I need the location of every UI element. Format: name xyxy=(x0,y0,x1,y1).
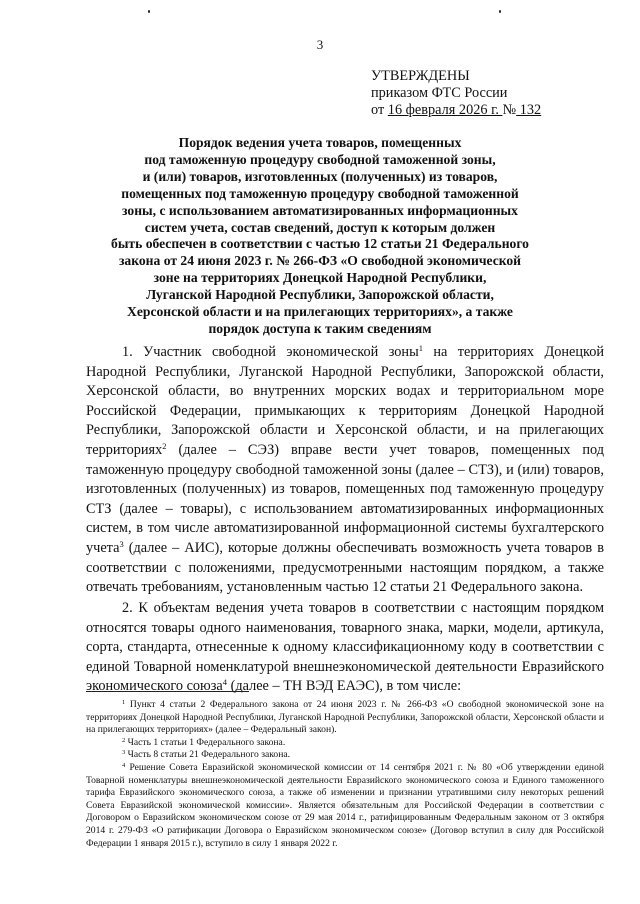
approval-block xyxy=(371,68,541,119)
footnotes xyxy=(86,699,604,850)
approval-order: приказом ФТС России xyxy=(371,85,508,101)
scan-speck xyxy=(148,10,150,13)
footnote-ref-2: 2 xyxy=(162,440,167,451)
title-line: Херсонской области и на прилегающих территориях», а также xyxy=(127,304,513,320)
footnote-text: Часть 1 статьи 1 Федерального закона. xyxy=(125,736,286,748)
paragraph-text: на территориях Донецкой Народной Республики, Луганской Народной Республики, Запорожской области, Херсонской области, во внутренних морских водах и территориальном море Российской Федерации, примыкающих к территориям Донецкой Народной Республики, Запорожской области и Херсонской области, и на прилегающих территориях xyxy=(86,344,605,458)
scan-speck xyxy=(499,10,501,13)
document-title xyxy=(90,135,550,338)
paragraph-text: (далее – АИС), которые должны обеспечивать возможность учета товаров в соответствии с положениями, предусмотренными настоящим порядком, а также отвечать требованиям, установленным частью 12 статьи 21 Федерального закона. xyxy=(86,539,604,596)
title-line: помещенных под таможенную процедуру свободной таможенной xyxy=(121,185,519,201)
paragraph-text: 2. К объектам ведения учета товаров в соответствии с настоящим порядком относятся товары одного наименования, товарного знака, марки, модели, артикула, сорта, стандарта, отнесенные к одному классификационному коду в соответствии с единой Товарной номенклатурой внешнеэкономической деятельности Евразийского экономического союза xyxy=(86,600,604,695)
paragraph-text: 1. Участник свободной экономической зоны xyxy=(122,344,419,360)
title-line: под таможенную процедуру свободной таможенной зоны, xyxy=(144,151,496,167)
paragraph-2 xyxy=(86,599,604,697)
approval-number: 132 xyxy=(516,102,542,118)
title-line: закона от 24 июня 2023 г. № 266-ФЗ «О свободной экономической xyxy=(118,253,522,269)
paragraph-1 xyxy=(86,343,604,598)
footnote-separator xyxy=(86,691,249,692)
footnote-text: Пункт 4 статьи 2 Федерального закона от 24 июня 2023 г. № 266-ФЗ «О свободной экономической зоне на территориях Донецкой Народной Республики, Луганской Народной Республики, Запорожской области, Херсонской области и на прилегающих территориях» (далее – Федеральный закон). xyxy=(86,699,604,736)
approval-prefix: от xyxy=(371,102,388,118)
title-line: порядок доступа к таким сведениям xyxy=(208,320,432,336)
title-line: быть обеспечен в соответствии с частью 12 статьи 21 Федерального xyxy=(111,236,529,252)
footnote-text: Часть 8 статьи 21 Федерального закона. xyxy=(125,749,291,761)
footnote-mark: 3 xyxy=(122,749,126,757)
footnote-3 xyxy=(86,749,604,762)
footnote-1 xyxy=(86,699,604,737)
footnote-text: Решение Совета Евразийской экономической комиссии от 14 сентября 2021 г. № 80 «Об утверждении единой Товарной номенклатуры внешнеэкономической деятельности Евразийского экономического союза и Единого таможенного тарифа Евразийского экономического союза, а также об изменении и признании утратившими силу некоторых решений Совета Евразийской экономической комиссии». Является обязательным для Российской Федерации в соответствии с Договором о Евразийском экономическом союзе от 29 мая 2014 г., ратифицированным Федеральным законом от 3 октября 2014 г. 279-ФЗ «О ратификации Договора о Евразийском экономическом союзе» (Договор вступил в силу для Российской Федерации 1 января 2015 г.), вступило в силу 1 января 2022 г. xyxy=(86,761,604,849)
paragraph-text: (далее – СЭЗ) вправе вести учет товаров, помещенных под таможенную процедуру свободной таможенной зоны (далее – СТЗ), и (или) товаров, изготовленных (полученных) из товаров, помещенных под таможенную процедуру СТЗ (далее – товары), с использованием автоматизированных информационных систем, в том числе автоматизированной информационной системы бухгалтерского учета xyxy=(86,441,604,556)
approval-date-line xyxy=(371,102,541,119)
footnote-mark: 1 xyxy=(122,699,126,706)
approval-no-label: № xyxy=(502,102,517,118)
title-line: систем учета, состав сведений, доступ к которым должен xyxy=(144,219,496,235)
footnote-mark: 2 xyxy=(122,736,126,744)
footnote-ref-3: 3 xyxy=(119,538,124,549)
title-line: зоне на территориях Донецкой Народной Республики, xyxy=(153,270,487,286)
footnote-4 xyxy=(86,762,604,850)
footnote-ref-1: 1 xyxy=(418,343,423,353)
approval-heading: УТВЕРЖДЕНЫ xyxy=(371,68,470,84)
approval-date: 16 февраля 2026 г. xyxy=(387,102,503,118)
title-line: и (или) товаров, изготовленных (полученных) из товаров, xyxy=(142,168,498,184)
title-line: Порядок ведения учета товаров, помещенных xyxy=(178,135,462,150)
title-line: Луганской Народной Республики, Запорожской области, xyxy=(146,287,494,303)
paragraph-text: (далее – ТН ВЭД ЕАЭС), в том числе: xyxy=(227,678,462,695)
footnote-2 xyxy=(86,737,604,750)
page-number: 3 xyxy=(316,37,324,52)
title-line: зоны, с использованием автоматизированных информационных xyxy=(122,202,518,218)
footnote-mark: 4 xyxy=(122,761,126,769)
footnote-ref-4: 4 xyxy=(222,677,227,688)
